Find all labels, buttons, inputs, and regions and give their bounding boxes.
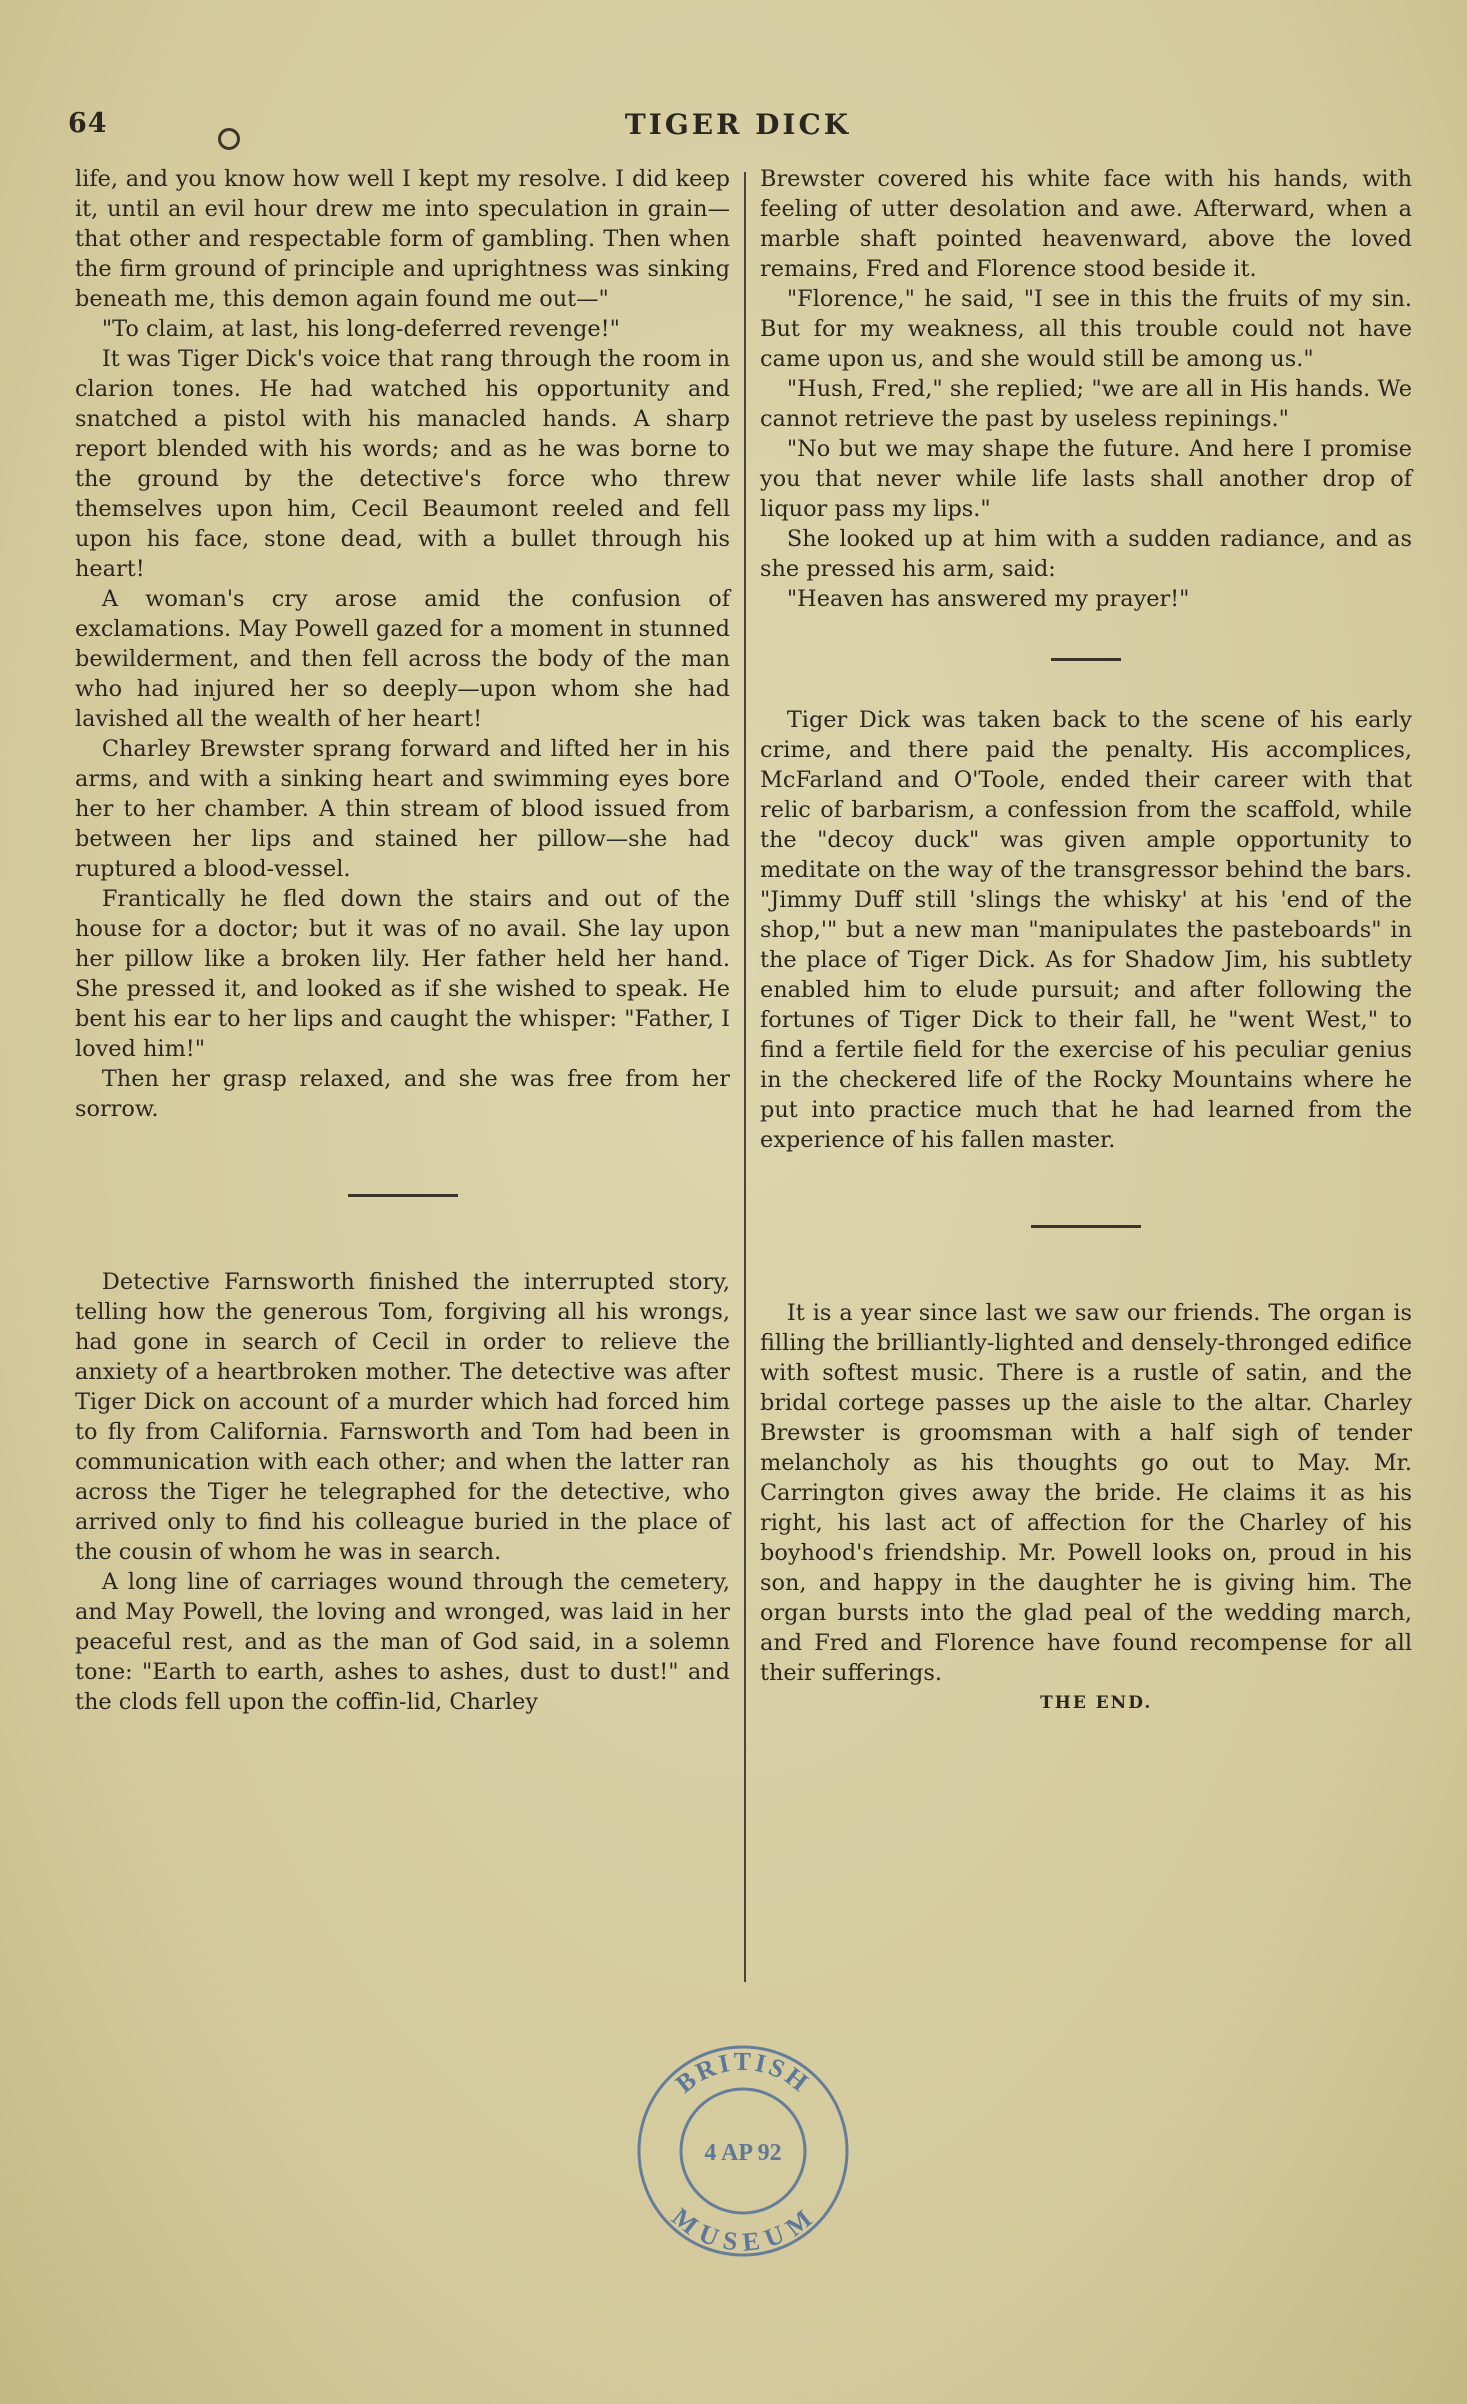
paragraph: "To claim, at last, his long-deferred revenge!" bbox=[101, 316, 620, 342]
left-column bbox=[75, 164, 730, 1717]
section-divider bbox=[1051, 658, 1121, 661]
the-end-label: THE END. bbox=[1040, 1693, 1153, 1713]
paragraph: life, and you know how well I kept my resolve. I did keep it, until an evil hour drew me into speculation in grain—that other and respectable form of gambling. Then when the firm ground of principle and uprightness was sinking beneath me, this demon again found me out—" bbox=[75, 166, 730, 312]
section-divider bbox=[348, 1194, 458, 1197]
paragraph: Detective Farnsworth finished the interrupted story, telling how the generous Tom, forgiving all his wrongs, had gone in search of Cecil in order to relieve the anxiety of a heartbroken mother. The detective was after Tiger Dick on account of a murder which had forced him to fly from California. Farnsworth and Tom had been in communication with each other; and when the latter ran across the Tiger he telegraphed for the detective, who arrived only to find his colleague buried in the place of the cousin of whom he was in search. bbox=[75, 1269, 730, 1565]
paragraph: Frantically he fled down the stairs and out of the house for a doctor; but it was of no avail. She lay upon her pillow like a broken lily. Her father held her hand. She pressed it, and looked as if she wished to speak. He bent his ear to her lips and caught the whisper: "Father, I loved him!" bbox=[75, 886, 730, 1062]
paragraph: "Hush, Fred," she replied; "we are all in His hands. We cannot retrieve the past by useless repinings." bbox=[760, 376, 1412, 432]
right-section-b bbox=[760, 705, 1412, 1155]
left-section-b bbox=[75, 1267, 730, 1717]
paragraph: "Heaven has answered my prayer!" bbox=[786, 586, 1190, 612]
library-stamp-icon bbox=[632, 2040, 854, 2262]
stamp-top-text: BRITISH bbox=[670, 2046, 816, 2099]
stamp-date: 4 AP 92 bbox=[704, 2140, 782, 2166]
right-column bbox=[760, 164, 1412, 1718]
left-section-a bbox=[75, 164, 730, 1124]
paragraph: It is a year since last we saw our friends. The organ is filling the brilliantly-lighted and densely-thronged edifice with softest music. There is a rustle of satin, and the bridal cortege passes up the aisle to the altar. Charley Brewster is groomsman with a half sigh of tender melancholy as his thoughts go out to May. Mr. Carrington gives away the bride. He claims it as his right, his last act of affection for the Charley of his boyhood's friendship. Mr. Powell looks on, proud in his son, and happy in the daughter he is giving him. The organ bursts into the glad peal of the wedding march, and Fred and Florence have found recompense for all their sufferings. bbox=[760, 1300, 1412, 1686]
paragraph: Tiger Dick was taken back to the scene of his early crime, and there paid the penalty. His accomplices, McFarland and O'Toole, ended their career with that relic of barbarism, a confession from the scaffold, while the "decoy duck" was given ample opportunity to meditate on the way of the transgressor behind the bars. "Jimmy Duff still 'slings the whisky' at his 'end of the shop,'" but a new man "manipulates the pasteboards" in the place of Tiger Dick. As for Shadow Jim, his subtlety enabled him to elude pursuit; and after following the fortunes of Tiger Dick to their fall, he "went West," to find a fertile field for the exercise of his peculiar genius in the checkered life of the Rocky Mountains where he put into practice much that he had learned from the experience of his fallen master. bbox=[760, 707, 1412, 1153]
paragraph: Charley Brewster sprang forward and lifted her in his arms, and with a sinking heart and swimming eyes bore her to her chamber. A thin stream of blood issued from between her lips and stained her pillow—she had ruptured a blood-vessel. bbox=[75, 736, 730, 882]
paragraph: "Florence," he said, "I see in this the fruits of my sin. But for my weakness, all this trouble could not have came upon us, and she would still be among us." bbox=[760, 286, 1412, 372]
paragraph: A woman's cry arose amid the confusion of exclamations. May Powell gazed for a moment in stunned bewilderment, and then fell across the body of the man who had injured her so deeply—upon whom she had lavished all the wealth of her heart! bbox=[75, 586, 730, 732]
running-header bbox=[68, 108, 1408, 148]
paragraph: Brewster covered his white face with his hands, with feeling of utter desolation and awe. Afterward, when a marble shaft pointed heavenward, above the loved remains, Fred and Florence stood beside it. bbox=[760, 166, 1412, 282]
stamp-bottom-text: MUSEUM bbox=[666, 2202, 820, 2257]
paragraph: Then her grasp relaxed, and she was free from her sorrow. bbox=[75, 1066, 730, 1122]
paragraph: "No but we may shape the future. And here I promise you that never while life lasts shall another drop of liquor pass my lips." bbox=[760, 436, 1412, 522]
paragraph: A long line of carriages wound through the cemetery, and May Powell, the loving and wronged, was laid in her peaceful rest, and as the man of God said, in a solemn tone: "Earth to earth, ashes to ashes, dust to dust!" and the clods fell upon the coffin-lid, Charley bbox=[75, 1569, 730, 1715]
right-section-a bbox=[760, 164, 1412, 614]
right-section-c bbox=[760, 1298, 1412, 1688]
column-rule bbox=[744, 172, 746, 1982]
section-divider bbox=[1031, 1225, 1141, 1228]
paragraph: It was Tiger Dick's voice that rang through the room in clarion tones. He had watched his opportunity and snatched a pistol with his manacled hands. A sharp report blended with his words; and as he was borne to the ground by the detective's force who threw themselves upon him, Cecil Beaumont reeled and fell upon his face, stone dead, with a bullet through his heart! bbox=[75, 346, 730, 582]
page-number: 64 bbox=[68, 108, 108, 139]
paragraph: She looked up at him with a sudden radiance, and as she pressed his arm, said: bbox=[760, 526, 1412, 582]
page-title: TIGER DICK bbox=[624, 108, 852, 141]
